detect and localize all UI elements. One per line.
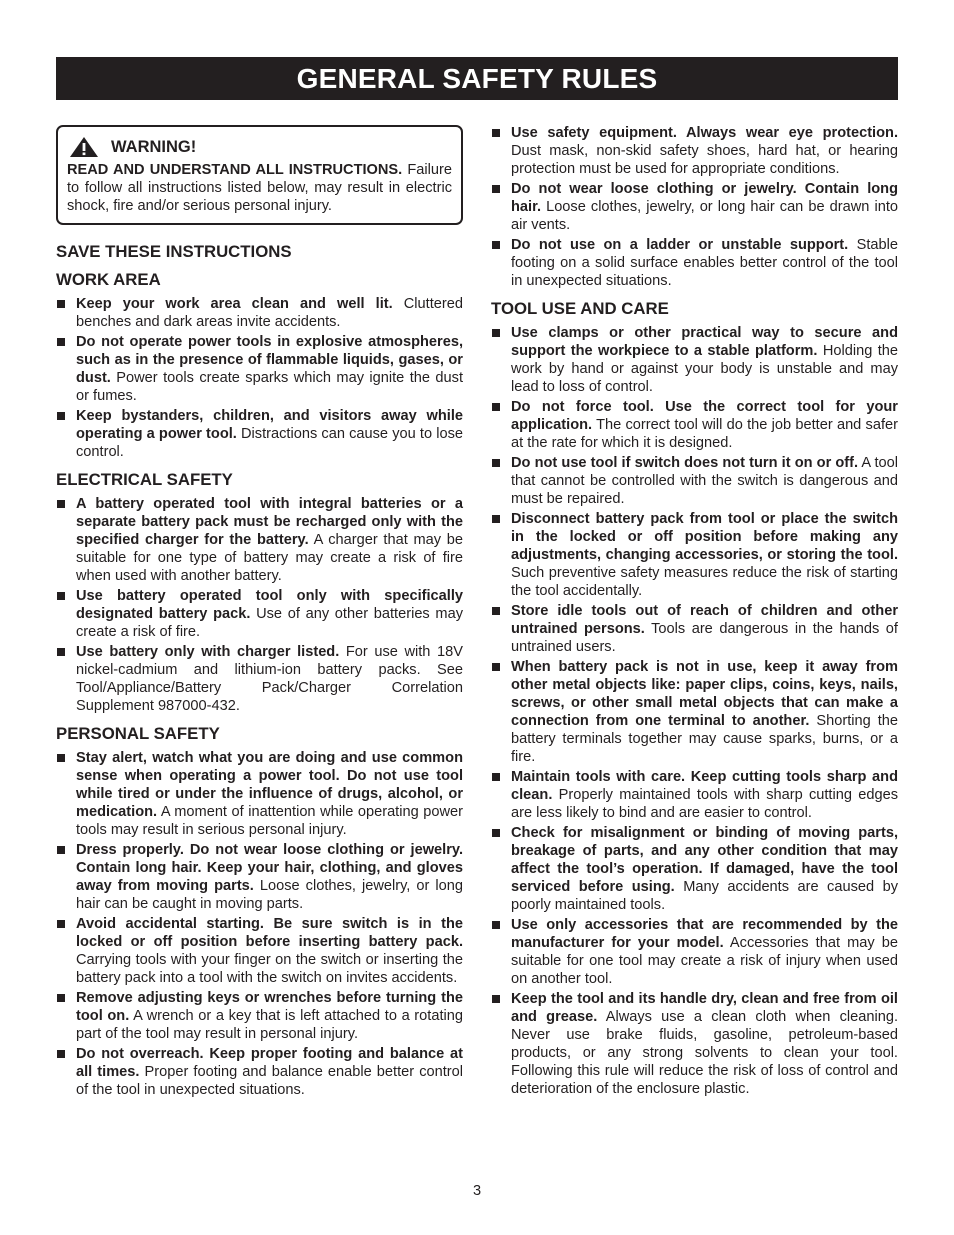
item-text: Many accidents are caused by poorly maintained tools. (511, 879, 898, 913)
square-bullet-icon (492, 663, 500, 671)
square-bullet-icon (57, 338, 65, 346)
warning-triangle-icon (69, 136, 99, 158)
warning-box (56, 125, 463, 225)
list-item (56, 841, 463, 913)
item-text: Loose clothes, jewelry, or long hair can be drawn into air vents. (511, 199, 898, 233)
square-bullet-icon (492, 773, 500, 781)
item-lead: Keep bystanders, children, and visitors away while operating a power tool. (76, 408, 463, 442)
item-text: For use with 18V nickel-cadmium and lithium-ion battery packs. See Tool/Appliance/Battery Pack/Charger Correlation Supplement 987000-432. (76, 644, 463, 714)
right-column (491, 124, 898, 1107)
list-item (491, 454, 898, 508)
item-lead: Do not operate power tools in explosive atmospheres, such as in the presence of flammable liquids, gases, or dust. (76, 334, 463, 386)
item-lead: Use battery only with charger listed. (76, 644, 340, 660)
item-lead: When battery pack is not in use, keep it away from other metal objects like: paper clips, coins, keys, nails, screws, or other small metal objects that can make a connection from one terminal to another. (511, 659, 898, 729)
list-item (491, 398, 898, 452)
square-bullet-icon (492, 607, 500, 615)
square-bullet-icon (492, 185, 500, 193)
page-number: 3 (472, 1183, 482, 1199)
item-text: Holding the work by hand or against your body is unstable and may lead to loss of control. (511, 343, 898, 395)
item-lead: Do not force tool. Use the correct tool for your application. (511, 399, 898, 433)
list-item (56, 495, 463, 585)
square-bullet-icon (492, 403, 500, 411)
square-bullet-icon (57, 846, 65, 854)
square-bullet-icon (492, 921, 500, 929)
list-item (491, 916, 898, 988)
square-bullet-icon (492, 241, 500, 249)
list-item (491, 324, 898, 396)
item-text: A charger that may be suitable for one type of battery may create a risk of fire when used with another battery. (76, 532, 463, 584)
item-text: Carrying tools with your finger on the switch or inserting the battery pack into a tool with the switch on invites accidents. (76, 952, 463, 986)
item-text: A tool that cannot be controlled with the switch is dangerous and must be repaired. (511, 455, 898, 507)
list-item (56, 333, 463, 405)
list-item (491, 510, 898, 600)
page-title: GENERAL SAFETY RULES (56, 57, 898, 100)
item-text: Loose clothes, jewelry, or long hair can be caught in moving parts. (76, 878, 463, 912)
item-lead: Do not overreach. Keep proper footing and balance at all times. (76, 1046, 463, 1080)
list-item (491, 768, 898, 822)
item-text: Power tools create sparks which may ignite the dust or fumes. (76, 370, 463, 404)
item-lead: Do not wear loose clothing or jewelry. Contain long hair. (511, 181, 898, 215)
item-text: Tools are dangerous in the hands of untrained users. (511, 621, 898, 655)
list-item (491, 180, 898, 234)
square-bullet-icon (57, 500, 65, 508)
warning-lead: READ AND UNDERSTAND ALL INSTRUCTIONS. (67, 162, 403, 178)
personal-safety-section (56, 724, 463, 1099)
item-text: Shorting the battery terminals together may cause sparks, burns, or a fire. (511, 713, 898, 765)
square-bullet-icon (492, 459, 500, 467)
electrical-safety-list (56, 495, 463, 715)
square-bullet-icon (57, 994, 65, 1002)
square-bullet-icon (492, 515, 500, 523)
item-lead: Store idle tools out of reach of children and other untrained persons. (511, 603, 898, 637)
list-item (56, 915, 463, 987)
square-bullet-icon (492, 129, 500, 137)
item-text: Stable footing on a solid surface enables better control of the tool in unexpected situations. (511, 237, 899, 289)
work-area-list (56, 295, 463, 461)
item-text: Distractions can cause you to lose control. (76, 426, 463, 460)
item-text: A wrench or a key that is left attached to a rotating part of the tool may result in personal injury. (76, 1008, 463, 1042)
item-text: Cluttered benches and dark areas invite accidents. (76, 296, 463, 330)
item-lead: Disconnect battery pack from tool or place the switch in the locked or off position before making any adjustments, changing accessories, or storing the tool. (511, 511, 898, 563)
warning-text (67, 161, 452, 215)
warning-body: Failure to follow all instructions listed below, may result in electric shock, fire and/or serious personal injury. (67, 162, 452, 214)
item-lead: Use battery operated tool only with specifically designated battery pack. (76, 588, 463, 622)
square-bullet-icon (57, 592, 65, 600)
list-item (491, 602, 898, 656)
square-bullet-icon (57, 412, 65, 420)
item-lead: Use safety equipment. Always wear eye protection. (511, 125, 898, 141)
work-area-heading: WORK AREA (56, 270, 161, 289)
work-area-section (56, 270, 463, 461)
personal-safety-heading: PERSONAL SAFETY (56, 724, 220, 743)
item-lead: Maintain tools with care. Keep cutting tools sharp and clean. (511, 769, 898, 803)
tool-use-list (491, 324, 898, 1098)
list-item (56, 587, 463, 641)
item-lead: Avoid accidental starting. Be sure switch is in the locked or off position before inserting battery pack. (76, 916, 463, 950)
list-item (56, 989, 463, 1043)
personal-safety-continued-section (491, 124, 898, 290)
list-item (56, 407, 463, 461)
tool-use-heading: TOOL USE AND CARE (491, 299, 669, 318)
item-lead: Keep your work area clean and well lit. (76, 296, 393, 312)
list-item (56, 643, 463, 715)
item-lead: Stay alert, watch what you are doing and use common sense when operating a power tool. Do not use tool while tired or under the influence of drugs, alcohol, or medication. (76, 750, 463, 820)
square-bullet-icon (57, 1050, 65, 1058)
item-lead: Check for misalignment or binding of moving parts, breakage of parts, and any other condition that may affect the tool’s operation. If damaged, have the tool serviced before using. (511, 825, 898, 895)
square-bullet-icon (57, 300, 65, 308)
item-text: Proper footing and balance enable better control of the tool in unexpected situations. (76, 1064, 463, 1098)
square-bullet-icon (492, 829, 500, 837)
save-instructions-heading: SAVE THESE INSTRUCTIONS (56, 242, 292, 261)
square-bullet-icon (57, 920, 65, 928)
personal-safety-list (56, 749, 463, 1099)
item-text: Use of any other batteries may create a risk of fire. (76, 606, 463, 640)
item-lead: Do not use tool if switch does not turn it on or off. (511, 455, 859, 471)
list-item (491, 124, 898, 178)
list-item (491, 824, 898, 914)
item-lead: A battery operated tool with integral batteries or a separate battery pack must be recharged only with the specified charger for the battery. (76, 496, 463, 548)
warning-heading-text: WARNING! (111, 137, 197, 156)
list-item (491, 658, 898, 766)
list-item (491, 236, 898, 290)
item-lead: Use only accessories that are recommended by the manufacturer for your model. (511, 917, 898, 951)
left-column (56, 125, 463, 1108)
electrical-safety-heading: ELECTRICAL SAFETY (56, 470, 233, 489)
item-lead: Remove adjusting keys or wrenches before turning the tool on. (76, 990, 463, 1024)
item-lead: Use clamps or other practical way to secure and support the workpiece to a stable platform. (511, 325, 898, 359)
item-lead: Dress properly. Do not wear loose clothing or jewelry. Contain long hair. Keep your hair, clothing, and gloves away from moving parts. (76, 842, 463, 894)
warning-heading (67, 136, 452, 158)
item-text: Such preventive safety measures reduce the risk of starting the tool accidentally. (511, 565, 898, 599)
item-text: The correct tool will do the job better and safer at the rate for which it is designed. (511, 417, 898, 451)
square-bullet-icon (57, 754, 65, 762)
tool-use-section (491, 299, 898, 1098)
item-text: Always use a clean cloth when cleaning. Never use brake fluids, gasoline, petroleum-based products, or any strong solvents to clean your tool. Following this rule will reduce the risk of loss of control and deterioration of the enclosure plastic. (511, 1009, 898, 1097)
list-item (56, 749, 463, 839)
square-bullet-icon (57, 648, 65, 656)
square-bullet-icon (492, 995, 500, 1003)
list-item (56, 295, 463, 331)
item-text: Properly maintained tools with sharp cutting edges are less likely to bind and are easier to control. (511, 787, 898, 821)
electrical-safety-section (56, 470, 463, 715)
item-text: A moment of inattention while operating power tools may result in serious personal injury. (76, 804, 463, 838)
item-text: Accessories that may be suitable for one tool may create a risk of injury when used on another tool. (511, 935, 898, 987)
item-lead: Keep the tool and its handle dry, clean and free from oil and grease. (511, 991, 898, 1025)
square-bullet-icon (492, 329, 500, 337)
list-item (56, 1045, 463, 1099)
item-lead: Do not use on a ladder or unstable support. (511, 237, 849, 253)
personal-safety-continued-list (491, 124, 898, 290)
list-item (491, 990, 898, 1098)
item-text: Dust mask, non-skid safety shoes, hard hat, or hearing protection must be used for appropriate conditions. (511, 143, 898, 177)
